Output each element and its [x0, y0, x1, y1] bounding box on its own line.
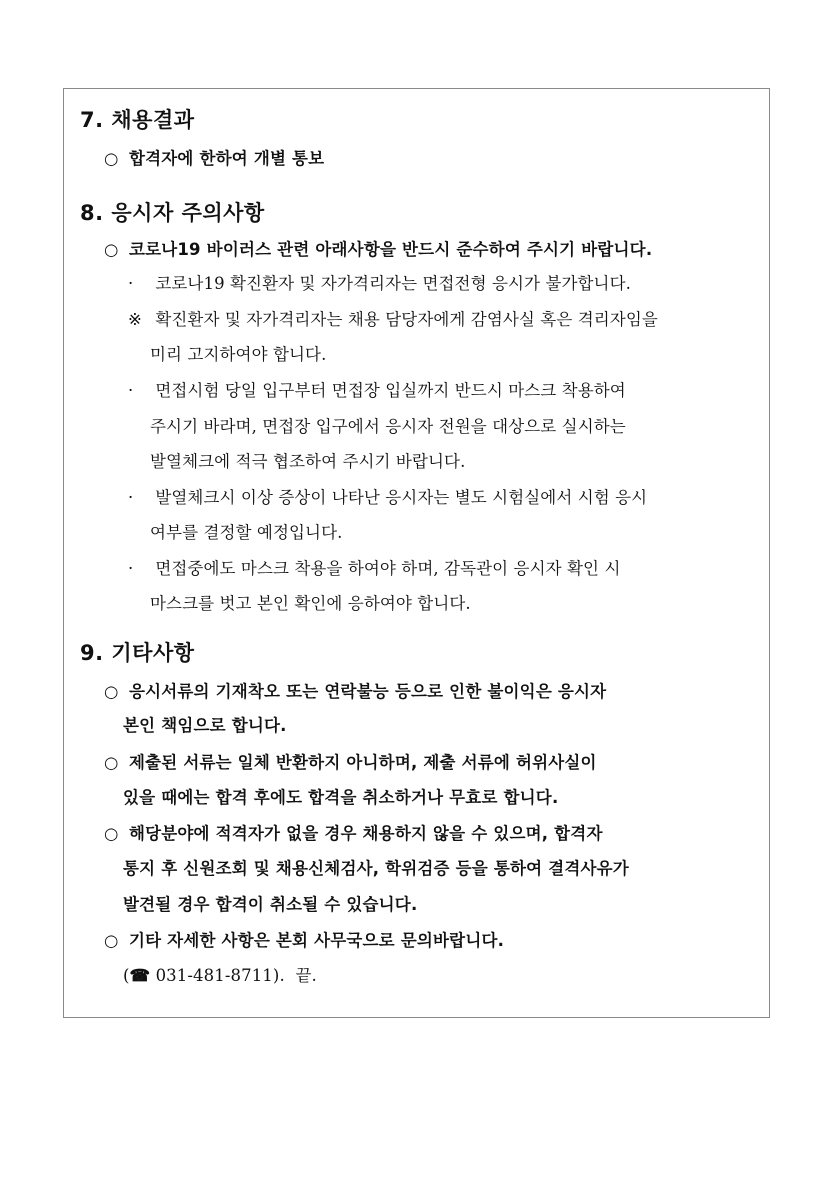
- section-9-item-continuation: 통지 후 신원조회 및 채용신체검사, 학위검증 등을 통하여 결격사유가: [123, 859, 629, 878]
- contact-line: (☎ 031-481-8711). 끝.: [123, 966, 317, 985]
- section-9-item: ○ 기타 자세한 사항은 본회 사무국으로 문의바랍니다.: [104, 931, 505, 950]
- section-9-item-continuation: 본인 책임으로 합니다.: [123, 716, 287, 735]
- notice-subitem-continuation: 주시기 바라며, 면접장 입구에서 응시자 전원을 대상으로 실시하는: [150, 417, 626, 436]
- section-9-item-continuation: 있을 때에는 합격 후에도 합격을 취소하거나 무효로 합니다.: [123, 788, 559, 807]
- section-9-item: ○ 해당분야에 적격자가 없을 경우 채용하지 않을 수 있으며, 합격자: [104, 824, 603, 843]
- circle-bullet-icon: ○: [104, 824, 119, 843]
- section-8-item: ○ 코로나19 바이러스 관련 아래사항을 반드시 준수하여 주시기 바랍니다.: [104, 240, 653, 259]
- section-heading-8: 8. 응시자 주의사항: [80, 201, 265, 225]
- middle-dot-icon: ·: [128, 488, 134, 507]
- section-9-item: ○ 응시서류의 기재착오 또는 연락불능 등으로 인한 불이익은 응시자: [104, 682, 607, 701]
- middle-dot-icon: ·: [128, 559, 134, 578]
- section-9-item: ○ 제출된 서류는 일체 반환하지 아니하며, 제출 서류에 허위사실이: [104, 753, 597, 772]
- circle-bullet-icon: ○: [104, 931, 119, 950]
- notice-subitem: ※ 확진환자 및 자가격리자는 채용 담당자에게 감염사실 혹은 격리자임을: [128, 310, 658, 329]
- section-heading-9: 9. 기타사항: [80, 641, 195, 665]
- notice-subitem: · 면접중에도 마스크 착용을 하여야 하며, 감독관이 응시자 확인 시: [128, 559, 621, 578]
- notice-subitem-continuation: 마스크를 벗고 본인 확인에 응하여야 합니다.: [150, 594, 471, 613]
- notice-subitem: · 발열체크시 이상 증상이 나타난 응시자는 별도 시험실에서 시험 응시: [128, 488, 648, 507]
- section-heading-7: 7. 채용결과: [80, 108, 195, 132]
- notice-subitem: · 면접시험 당일 입구부터 면접장 입실까지 반드시 마스크 착용하여: [128, 381, 626, 400]
- circle-bullet-icon: ○: [104, 149, 119, 168]
- circle-bullet-icon: ○: [104, 240, 119, 259]
- notice-subitem-continuation: 미리 고지하여야 합니다.: [150, 345, 327, 364]
- reference-mark-icon: ※: [128, 310, 142, 329]
- section-7-item: ○ 합격자에 한하여 개별 통보: [104, 149, 325, 168]
- phone-number: 031-481-8711: [155, 966, 273, 985]
- notice-subitem-continuation: 발열체크에 적극 협조하여 주시기 바랍니다.: [150, 452, 466, 471]
- section-9-item-continuation: 발견될 경우 합격이 취소될 수 있습니다.: [123, 895, 418, 914]
- telephone-icon: ☎: [129, 966, 151, 985]
- circle-bullet-icon: ○: [104, 753, 119, 772]
- middle-dot-icon: ·: [128, 274, 134, 293]
- middle-dot-icon: ·: [128, 381, 134, 400]
- notice-subitem-continuation: 여부를 결정할 예정입니다.: [150, 523, 343, 542]
- notice-subitem: · 코로나19 확진환자 및 자가격리자는 면접전형 응시가 불가합니다.: [128, 274, 631, 293]
- end-mark: 끝.: [295, 966, 317, 985]
- circle-bullet-icon: ○: [104, 682, 119, 701]
